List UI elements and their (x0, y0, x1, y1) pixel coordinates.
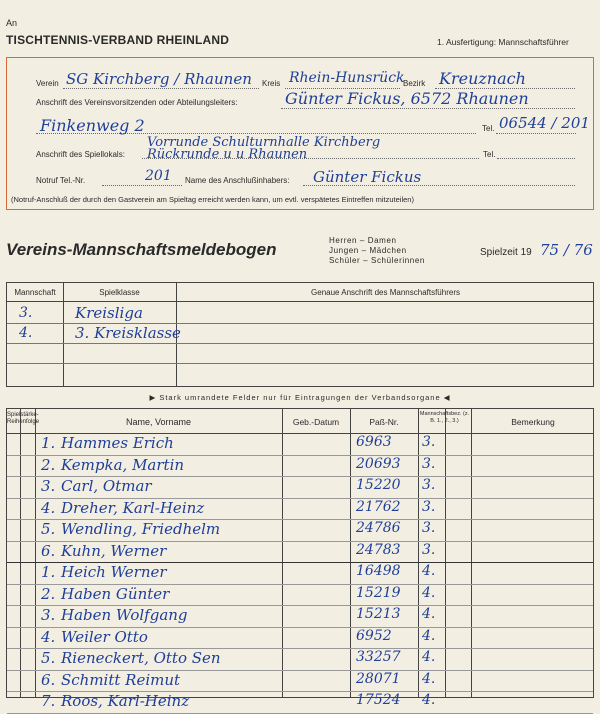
row-divider (7, 713, 593, 714)
league-header: Spielklasse (99, 288, 140, 297)
team-row-2-team: 4. (19, 325, 33, 341)
player-team: 3. (422, 434, 436, 450)
player-name: Weiler Otto (61, 627, 148, 646)
player-pass-number: 28071 (356, 670, 401, 687)
team-row-1-league: Kreisliga (75, 304, 143, 322)
venue-tel-label: Tel. (483, 150, 496, 159)
tel-label: Tel. (482, 124, 495, 133)
table-row (7, 519, 595, 541)
tel-value: 06544 / 201 (499, 114, 590, 132)
season-value: 75 / 76 (540, 241, 593, 259)
player-pass-number: 24786 (356, 520, 401, 536)
club-info-box (6, 57, 594, 210)
player-pass-number: 16498 (356, 563, 401, 579)
category-line-3: Schüler – Schülerinnen (329, 256, 425, 265)
player-team: 4. (422, 649, 436, 665)
player-name: Roos, Karl-Heinz (61, 692, 190, 710)
player-team: 4. (422, 627, 436, 644)
player-name: Haben Günter (61, 584, 170, 603)
player-name: Heich Werner (61, 563, 167, 581)
venue-line-1: Vorrunde Schulturnhalle Kirchberg (147, 135, 381, 150)
table-row (7, 476, 595, 498)
player-rank: 1. (41, 563, 56, 581)
street-value: Finkenweg 2 (40, 116, 145, 135)
player-team: 3. (422, 498, 436, 515)
name-header: Name, Vorname (125, 417, 192, 427)
player-rank: 6. (41, 541, 56, 560)
player-name: Carl, Otmar (61, 477, 152, 495)
player-pass-number: 17524 (356, 692, 401, 708)
notruf-value: 201 (145, 168, 172, 184)
player-team: 3. (422, 455, 436, 472)
player-rank: 2. (41, 455, 56, 474)
kreis-value: Rhein-Hunsrück (289, 70, 405, 86)
player-rank: 5. (41, 520, 56, 538)
table-row (7, 455, 595, 477)
player-rank: 1. (41, 434, 56, 452)
notruf-footnote: (Notruf-Anschluß der durch den Gastverein am Spieltag erreicht werden kann, um evtl. verspätetes Eintreffen mitzuteilen) (11, 195, 414, 204)
notice-text: ▶ Stark umrandete Felder nur für Eintragungen der Verbandsorgane ◀ (149, 393, 451, 402)
team-header: Mannschaft (14, 288, 56, 297)
player-pass-number: 15213 (356, 606, 401, 622)
player-rank: 2. (41, 584, 56, 603)
birthdate-header: Geb.-Datum (292, 417, 340, 427)
player-name: Hammes Erich (61, 434, 174, 452)
team-row-1-team: 3. (19, 305, 33, 321)
category-line-1: Herren – Damen (329, 236, 397, 245)
pass-header: Paß-Nr. (369, 417, 399, 427)
player-team: 4. (422, 606, 436, 622)
player-rank: 5. (41, 649, 56, 667)
player-pass-number: 15220 (356, 477, 401, 493)
player-team: 4. (422, 670, 436, 687)
player-name: Wendling, Friedhelm (61, 520, 221, 538)
bezirk-label: Bezirk (403, 79, 426, 88)
table-row (7, 541, 595, 563)
player-table (6, 408, 594, 710)
address-prefix: An (6, 18, 18, 28)
organization-name: TISCHTENNIS-VERBAND RHEINLAND (6, 33, 230, 47)
venue-line-2: Rückrunde u u Rhaunen (147, 147, 308, 162)
season-label: Spielzeit 19 (480, 247, 532, 258)
player-name: Kuhn, Werner (61, 541, 167, 560)
team-row-2-league: 3. Kreisklasse (75, 324, 181, 342)
chair-value: Günter Fickus, 6572 Rhaunen (285, 89, 529, 108)
copy-label: 1. Ausfertigung: Mannschaftsführer (437, 37, 569, 47)
player-team: 3. (422, 477, 436, 493)
player-rank: 3. (41, 477, 56, 495)
table-row (7, 670, 595, 692)
player-pass-number: 24783 (356, 541, 401, 558)
rank-header: Spielstärke-Reihenfolge (7, 412, 40, 425)
notruf-label: Notruf Tel.-Nr. (36, 176, 86, 185)
player-team: 4. (422, 584, 436, 601)
player-pass-number: 6963 (356, 434, 392, 450)
table-row (7, 584, 595, 606)
venue-label: Anschrift des Spiellokals: (36, 150, 125, 159)
player-name: Haben Wolfgang (61, 606, 188, 624)
player-rank: 4. (41, 498, 56, 517)
player-team: 4. (422, 692, 436, 708)
category-line-2: Jungen – Mädchen (329, 246, 407, 255)
player-name: Schmitt Reimut (61, 670, 181, 689)
player-team: 3. (422, 520, 436, 536)
player-pass-number: 6952 (356, 627, 392, 644)
player-name: Rieneckert, Otto Sen (61, 649, 221, 667)
team-designation-header: Mannschaftsbez. (z. B. 1., 2., 3.) (419, 411, 470, 424)
holder-label: Name des Anschlußinhabers: (185, 176, 290, 185)
table-row (7, 627, 595, 649)
player-rank: 4. (41, 627, 56, 646)
player-name: Kempka, Martin (61, 455, 185, 474)
holder-value: Günter Fickus (313, 168, 422, 186)
player-rank: 3. (41, 606, 56, 624)
player-rank: 7. (41, 692, 56, 710)
player-pass-number: 20693 (356, 455, 401, 472)
remark-header: Bemerkung (511, 417, 555, 427)
table-row (7, 605, 595, 627)
verein-label: Verein (36, 79, 59, 88)
player-rank: 6. (41, 670, 56, 689)
bezirk-value: Kreuznach (439, 69, 526, 88)
chair-label: Anschrift des Vereinsvorsitzenden oder Abteilungsleiters: (36, 98, 238, 107)
player-pass-number: 15219 (356, 584, 401, 601)
kreis-label: Kreis (262, 79, 281, 88)
player-team: 4. (422, 563, 436, 579)
player-pass-number: 33257 (356, 649, 401, 665)
table-row (7, 498, 595, 520)
player-pass-number: 21762 (356, 498, 401, 515)
table-row (7, 691, 595, 713)
form-title: Vereins-Mannschaftsmeldebogen (6, 240, 277, 259)
team-table (6, 282, 594, 387)
verein-value: SG Kirchberg / Rhaunen (66, 70, 252, 88)
table-row (7, 562, 595, 584)
captain-address-header: Genaue Anschrift des Mannschaftsführers (311, 288, 460, 297)
table-row (7, 433, 595, 455)
player-team: 3. (422, 541, 436, 558)
player-name: Dreher, Karl-Heinz (61, 498, 205, 517)
table-row (7, 648, 595, 670)
